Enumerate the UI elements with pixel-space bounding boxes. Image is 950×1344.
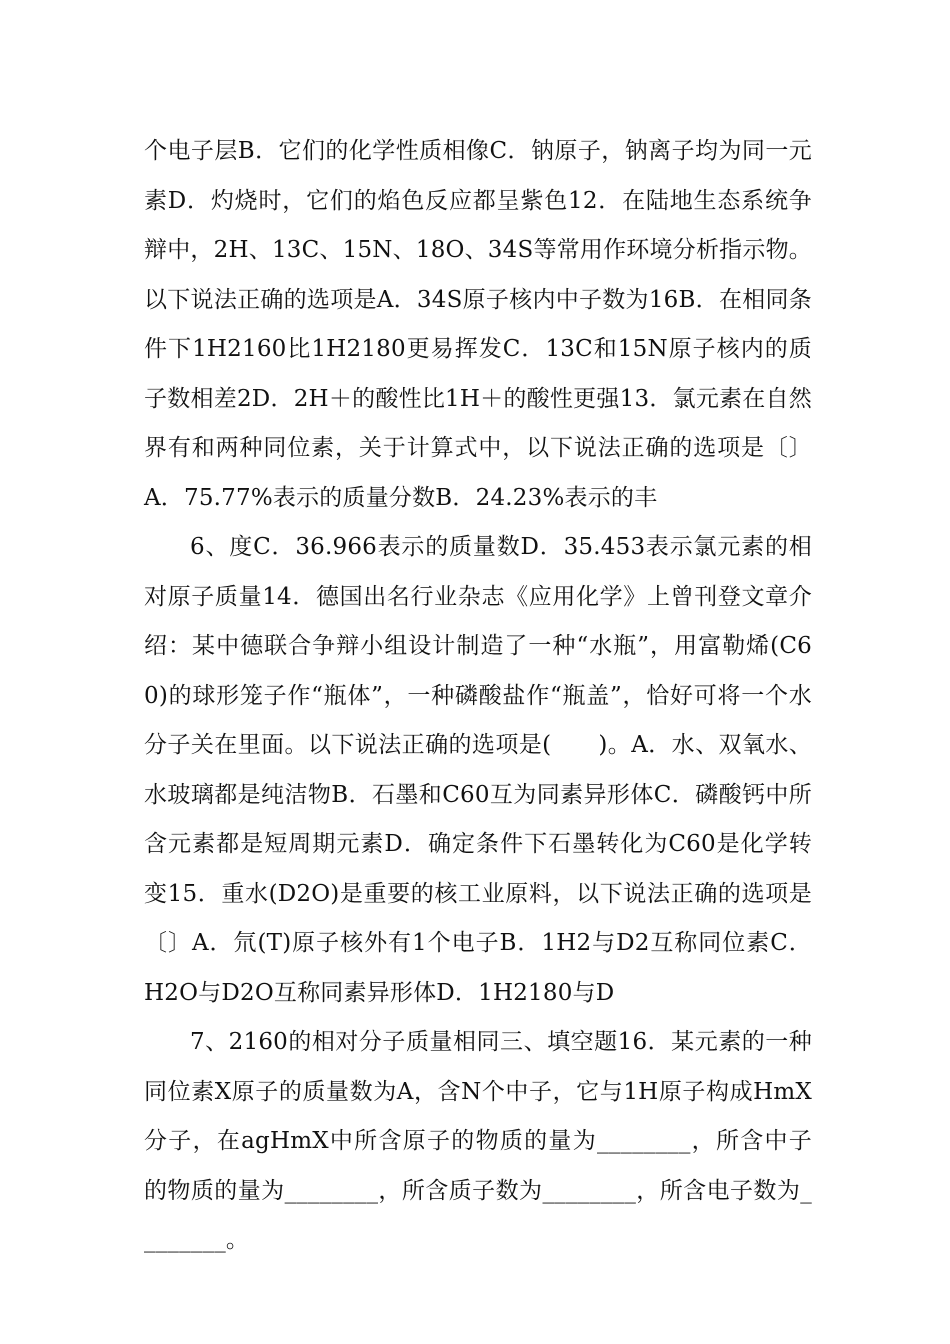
paragraph-item-6: 6、度C．36.966表示的质量数D．35.453表示氯元素的相对原子质量14．德国出名行业杂志《应用化学》上曾刊登文章介绍：某中德联合争辩小组设计制造了一种“水瓶”，用富勒烯(C60)的球形笼子作“瓶体”，一种磷酸盐作“瓶盖”，恰好可将一个水分子关在里面。以下说法正确的选项是( )。A．水、双氧水、水玻璃都是纯洁物B．石墨和C60互为同素异形体C．磷酸钙中所含元素都是短周期元素D．确定条件下石墨转化为C60是化学转变15．重水(D2O)是重要的核工业原料，以下说法正确的选项是〔〕A．氘(T)原子核外有1个电子B．1H2与D2互称同位素C．H2O与D2O互称同素异形体D．1H2180与D: [144, 534, 812, 1006]
paragraph-item-7: 7、2160的相对分子质量相同三、填空题16．某元素的一种同位素X原子的质量数为A，含N个中子，它与1H原子构成HmX分子，在agHmX中所含原子的物质的量为________，所含中子的物质的量为________，所含质子数为________，所含电子数为________。: [144, 1029, 812, 1253]
paragraph-continuation: 个电子层B．它们的化学性质相像C．钠原子，钠离子均为同一元素D．灼烧时，它们的焰色反应都呈紫色12．在陆地生态系统争辩中，2H、13C、15N、18O、34S等常用作环境分析指示物。以下说法正确的选项是A．34S原子核内中子数为16B．在相同条件下1H2160比1H2180更易挥发C．13C和15N原子核内的质子数相差2D．2H＋的酸性比1H＋的酸性更强13．氯元素在自然界有和两种同位素，关于计算式中，以下说法正确的选项是〔〕A．75.77%表示的质量分数B．24.23%表示的丰: [144, 138, 812, 511]
document-body: [144, 127, 812, 1266]
